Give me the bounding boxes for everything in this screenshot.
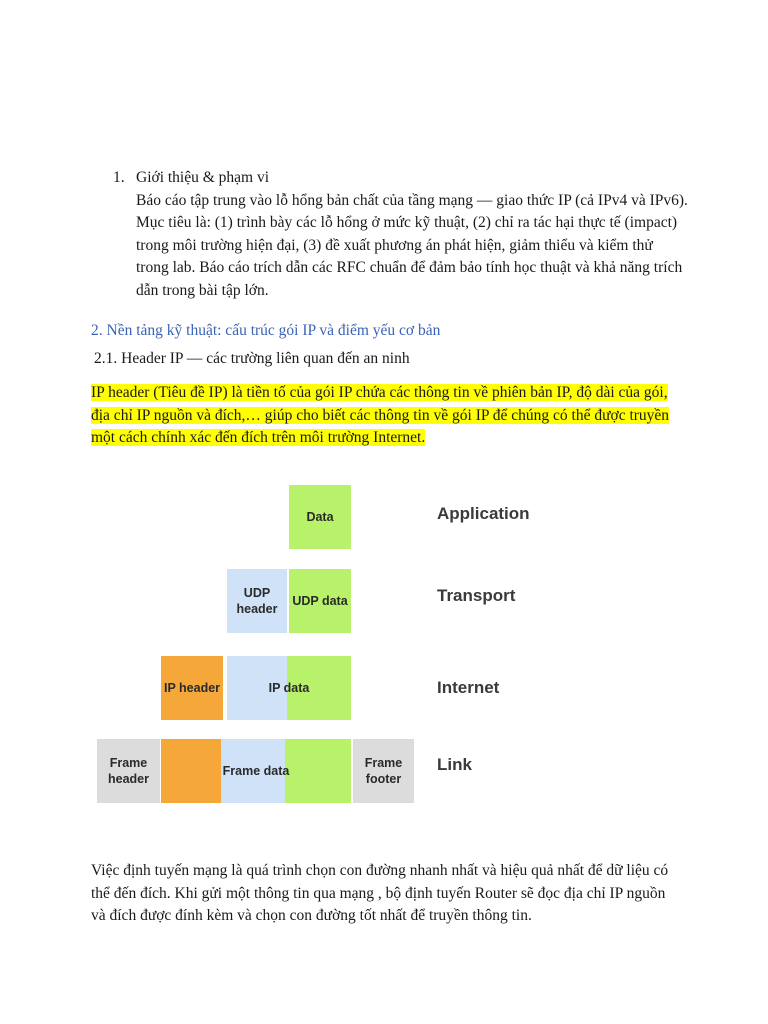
section-2-1-subheading: 2.1. Header IP — các trường liên quan đến an ninh (94, 350, 410, 367)
ip-data-label: IP data (268, 681, 310, 695)
routing-paragraph: Việc định tuyến mạng là quá trình chọn con đường nhanh nhất và hiệu quả nhất để dữ liệu có thể đến đích. Khi gửi một thông tin qua mạng , bộ định tuyến Router sẽ đọc địa chỉ IP nguồn và đích được đính kèm và chọn con đường tốt nhất để truyền thông tin. (91, 862, 669, 925)
frame-footer-box: Frame footer (353, 739, 414, 803)
highlighted-text: IP header (Tiêu đề IP) là tiền tố của gói IP chứa các thông tin về phiên bản IP, độ dài của gói, địa chỉ IP nguồn và đích,… giúp cho biết các thông tin về gói IP để chúng có thể được truyền một cách chính xác đến đích trên môi trường Internet. (91, 384, 670, 447)
section-2-heading: 2. Nền tảng kỹ thuật: cấu trúc gói IP và điểm yếu cơ bản (91, 322, 441, 339)
section-1-body: Báo cáo tập trung vào lỗ hổng bản chất của tầng mạng — giao thức IP (cả IPv4 và IPv6). Mục tiêu là: (1) trình bày các lỗ hổng ở mức kỹ thuật, (2) chỉ ra tác hại thực tế (impact) trong môi trường hiện đại, (3) đề xuất phương án phát hiện, giảm thiểu và kiểm thử trong lab. Báo cáo trích dẫn các RFC chuẩn để đảm bảo tính học thuật và khả năng trích dẫn trong bài tập lớn. (136, 191, 688, 299)
layer-link: Link (437, 755, 472, 774)
data-box: Data (289, 485, 351, 549)
ip-header-box: IP header (161, 656, 223, 720)
list-number: 1. (113, 169, 125, 186)
udp-data-box: UDP data (289, 569, 351, 633)
section-1-title: Giới thiệu & phạm vi (136, 169, 270, 186)
udp-header-box: UDP header (227, 569, 287, 633)
layer-application: Application (437, 504, 530, 523)
frame-data-label: Frame data (222, 764, 290, 778)
frame-header-box: Frame header (97, 739, 160, 803)
layer-transport: Transport (437, 586, 516, 605)
layer-internet: Internet (437, 678, 500, 697)
